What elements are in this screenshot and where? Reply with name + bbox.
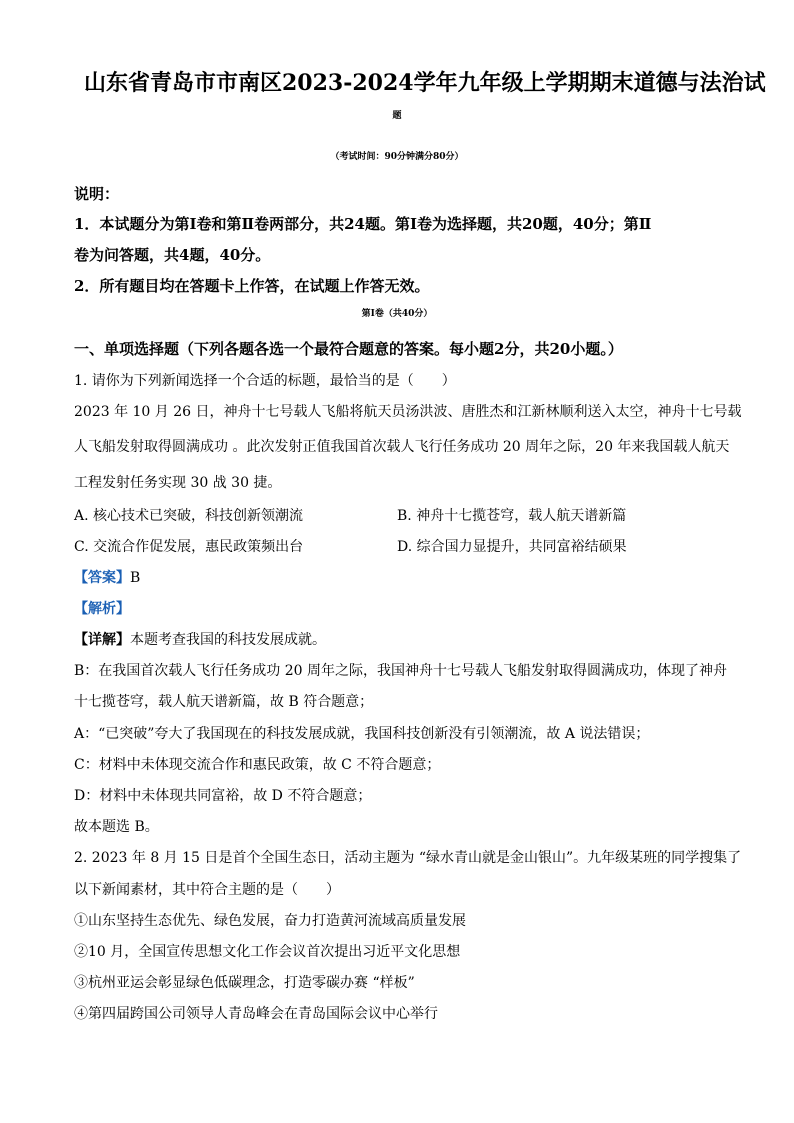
q1-answer-line	[74, 567, 140, 587]
q1-explain-c: C：材料中未体现交流合作和惠民政策，故 C 不符合题意；	[74, 757, 441, 773]
q2-item-2: ②10 月，全国宣传思想文化工作会议首次提出习近平文化思想	[74, 944, 461, 960]
notes-heading: 说明：	[74, 185, 120, 203]
answer-value: B	[130, 570, 141, 586]
q1-explain-d: D：材料中未体现共同富裕，故 D 不符合题意；	[74, 788, 372, 804]
q1-analysis-line	[74, 598, 130, 618]
doc-title-line1: 山东省青岛市市南区2023-2024学年九年级上学期期末道德与法治试	[84, 70, 766, 96]
analysis-tag: 【解析】	[74, 601, 130, 617]
q1-text-line3: 工程发射任务实现 30 战 30 捷。	[74, 475, 282, 491]
q2-item-1: ①山东坚持生态优先、绿色发展，奋力打造黄河流域高质量发展	[74, 913, 466, 929]
q2-item-4: ④第四届跨国公司领导人青岛峰会在青岛国际会议中心举行	[74, 1006, 438, 1022]
note-2: 2．所有题目均在答题卡上作答，在试题上作答无效。	[74, 277, 430, 295]
q1-explain-b-line2: 十七揽苍穹，载人航天谱新篇，故 B 符合题意；	[74, 694, 374, 710]
q2-stem-line1: 2. 2023 年 8 月 15 日是首个全国生态日，活动主题为 “绿水青山就是金山银山”。九年级某班的同学搜集了	[74, 850, 742, 866]
answer-tag: 【答案】	[74, 570, 130, 586]
note-1-line2: 卷为问答题，共4题，40分。	[74, 246, 271, 264]
note-1-line1: 1．本试题分为第Ⅰ卷和第Ⅱ卷两部分，共24题。第Ⅰ卷为选择题，共20题，40分；第Ⅱ	[74, 215, 652, 233]
q1-option-a: A. 核心技术已突破，科技创新领潮流	[74, 508, 304, 524]
doc-title-line2: 题	[392, 111, 402, 121]
q1-option-b: B. 神舟十七揽苍穹，载人航天谱新篇	[397, 508, 627, 524]
detail-tag: 【详解】	[74, 632, 130, 648]
q2-item-3: ③杭州亚运会彰显绿色低碳理念，打造零碳办赛 “样板”	[74, 975, 415, 991]
exam-subtitle: （考试时间：90分钟满分80分）	[330, 152, 464, 162]
q1-text-line1: 2023 年 10 月 26 日，神舟十七号载人飞船将航天员汤洪波、唐胜杰和江新林顺利送入太空，神舟十七号载	[74, 404, 742, 420]
section-title: 第Ⅰ卷（共40分）	[361, 309, 433, 319]
q1-option-c: C. 交流合作促发展，惠民政策频出台	[74, 539, 304, 555]
q1-stem: 1. 请你为下列新闻选择一个合适的标题，最恰当的是（ ）	[74, 373, 456, 389]
q1-text-line2: 人飞船发射取得圆满成功 。此次发射正值我国首次载人飞行任务成功 20 周年之际，20 年来我国载人航天	[74, 439, 730, 455]
q1-conclusion: 故本题选 B。	[74, 819, 159, 835]
q1-explain-b-line1: B：在我国首次载人飞行任务成功 20 周年之际，我国神舟十七号载人飞船发射取得圆满成功，体现了神舟	[74, 663, 728, 679]
q1-explain-a: A：“已突破”夸大了我国现在的科技发展成就，我国科技创新没有引领潮流，故 A 说法错误；	[74, 726, 650, 742]
part-heading: 一、单项选择题（下列各题各选一个最符合题意的答案。每小题2分，共20小题。）	[74, 340, 623, 358]
detail-text: 本题考查我国的科技发展成就。	[130, 632, 326, 648]
q1-detail-line	[74, 629, 326, 649]
q1-option-d: D. 综合国力显提升，共同富裕结硕果	[397, 539, 627, 555]
q2-stem-line2: 以下新闻素材，其中符合主题的是（ ）	[74, 882, 340, 898]
